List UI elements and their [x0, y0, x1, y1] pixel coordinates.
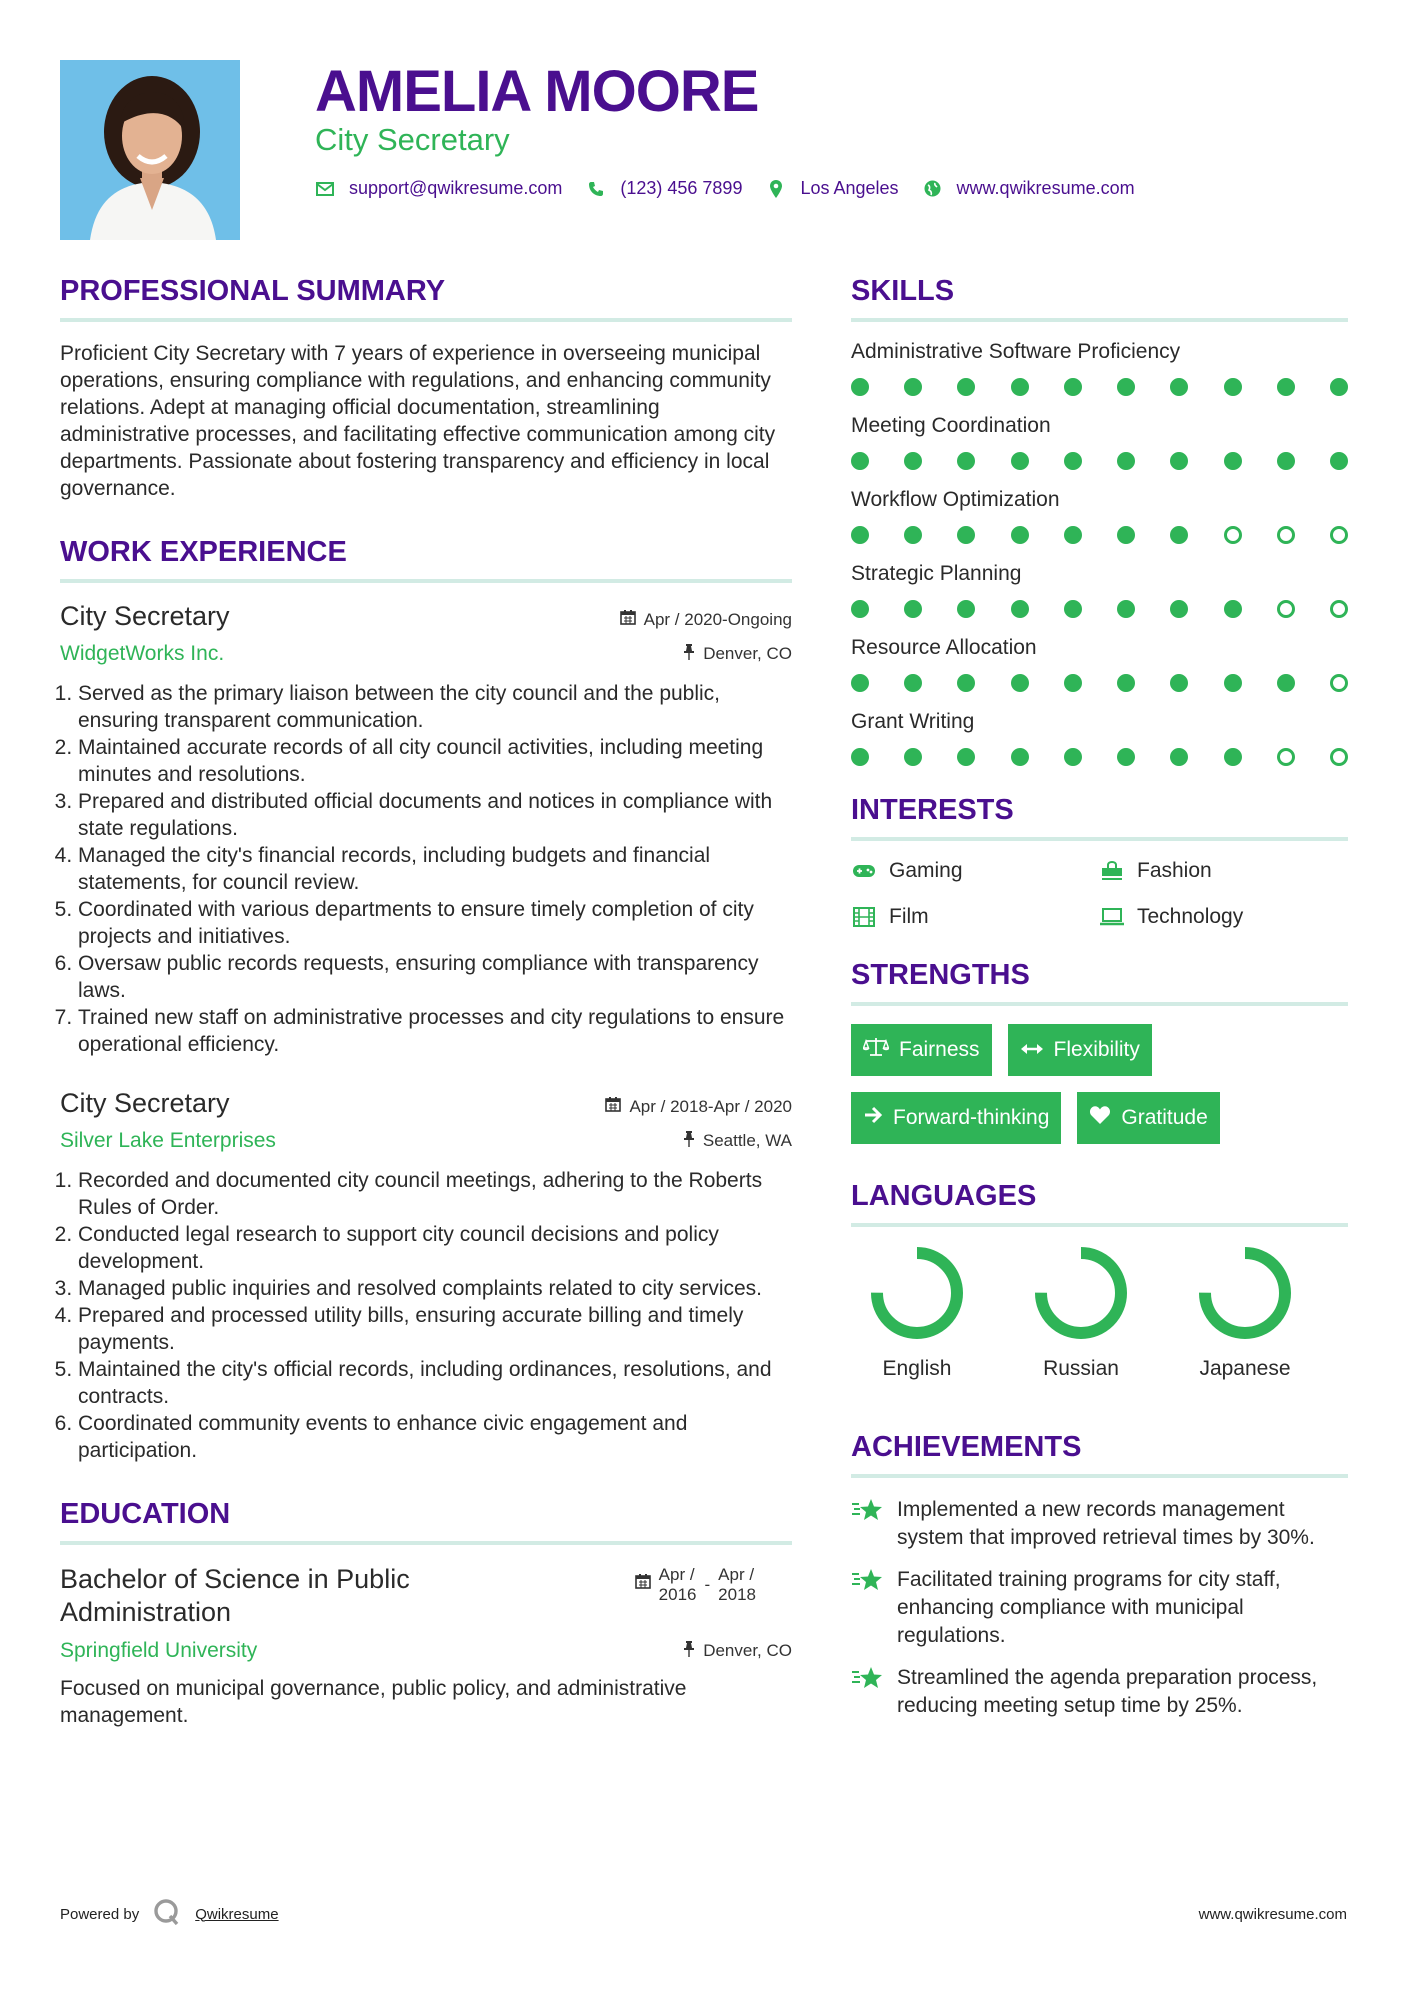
language-name: English — [882, 1357, 952, 1380]
achievement-item — [851, 1566, 1348, 1650]
shopping-bag-icon — [1099, 861, 1125, 881]
interests-section — [851, 794, 1348, 929]
heart-icon — [1089, 1105, 1111, 1131]
start-date-month: Apr / — [658, 1565, 695, 1584]
skill-name: Resource Allocation — [851, 636, 1037, 659]
job-location — [683, 1131, 792, 1152]
skill-row — [851, 488, 1348, 544]
bullet-item: 7. Trained new staff on administrative processes and city regulations to ensure operational efficiency. — [78, 1004, 792, 1058]
school-name: Springfield University — [60, 1639, 258, 1662]
skill-row — [851, 710, 1348, 766]
rating-dot-filled — [904, 748, 922, 766]
achievements-heading: ACHIEVEMENTS — [851, 1431, 1348, 1478]
candidate-name: AMELIA MOORE — [315, 59, 759, 124]
summary-text: Proficient City Secretary with 7 years of experience in overseeing municipal operations, ensuring compliance with regulations, and enhancing community relations. Adept at managing official documentation, streamlining administrative processes, and facilitating effective communication among city departments. Passionate about fostering transparency and efficiency in local governance. — [60, 342, 776, 500]
rating-dot-filled — [904, 674, 922, 692]
summary-heading: PROFESSIONAL SUMMARY — [60, 275, 792, 322]
strength-badge — [1008, 1024, 1152, 1076]
rating-dot-empty — [1330, 600, 1348, 618]
skill-name: Workflow Optimization — [851, 488, 1060, 511]
star-icon — [851, 1496, 883, 1552]
language-level-arc — [1041, 1253, 1121, 1333]
bullet-item: 2. Conducted legal research to support city council decisions and policy development. — [78, 1221, 792, 1275]
experience-section — [60, 536, 792, 1464]
job-entry-date — [605, 1096, 792, 1117]
achievement-item — [851, 1496, 1348, 1552]
rating-dot-filled — [1011, 674, 1029, 692]
contact-bar — [315, 178, 1147, 199]
rating-dot-filled — [1011, 378, 1029, 396]
company-name: Silver Lake Enterprises — [60, 1129, 276, 1152]
rating-dot-filled — [1277, 674, 1295, 692]
rating-dot-filled — [1277, 378, 1295, 396]
strengths-heading: STRENGTHS — [851, 959, 1348, 1006]
language-item — [1187, 1245, 1303, 1381]
rating-dot-filled — [851, 452, 869, 470]
left-column — [60, 275, 792, 1729]
languages-heading: LANGUAGES — [851, 1180, 1348, 1227]
job-bullets — [60, 1167, 792, 1464]
interest-item — [1099, 905, 1347, 929]
bullet-item: 2. Maintained accurate records of all city council activities, including meeting minutes and resolutions. — [78, 734, 792, 788]
bullet-item: 4. Prepared and processed utility bills, ensuring accurate billing and timely payments. — [78, 1302, 792, 1356]
rating-dot-filled — [904, 452, 922, 470]
strength-label: Gratitude — [1121, 1106, 1208, 1129]
skill-rating — [851, 452, 1348, 470]
school-location — [683, 1641, 792, 1662]
job-title: City Secretary — [315, 122, 510, 157]
date-dash: - — [704, 1575, 711, 1594]
rating-dot-filled — [1330, 378, 1348, 396]
strengths-section — [851, 959, 1348, 1144]
rating-dot-filled — [1064, 748, 1082, 766]
rating-dot-filled — [904, 526, 922, 544]
rating-dot-filled — [851, 674, 869, 692]
interest-label: Fashion — [1137, 859, 1212, 882]
rating-dot-filled — [1170, 748, 1188, 766]
rating-dot-filled — [1011, 600, 1029, 618]
rating-dot-filled — [1117, 452, 1135, 470]
job-entry-title: City Secretary — [60, 1088, 230, 1118]
language-item — [859, 1245, 975, 1381]
map-marker-icon — [766, 180, 786, 198]
rating-dot-filled — [1277, 452, 1295, 470]
skill-rating — [851, 748, 1348, 766]
rating-dot-filled — [957, 748, 975, 766]
education-date — [635, 1565, 792, 1605]
language-level-arc — [1205, 1253, 1285, 1333]
start-date — [659, 1565, 697, 1605]
rating-dot-filled — [1224, 674, 1242, 692]
star-icon — [851, 1566, 883, 1650]
achievement-text: Facilitated training programs for city staff, enhancing compliance with municipal regulations. — [897, 1568, 1281, 1647]
bullet-item: 6. Oversaw public records requests, ensuring compliance with transparency laws. — [78, 950, 792, 1004]
bullet-item: 6. Coordinated community events to enhance civic engagement and participation. — [78, 1410, 792, 1464]
bullet-item: 3. Managed public inquiries and resolved complaints related to city services. — [78, 1275, 792, 1302]
languages-section — [851, 1180, 1348, 1381]
rating-dot-empty — [1330, 748, 1348, 766]
strength-label: Flexibility — [1053, 1038, 1140, 1061]
rating-dot-filled — [851, 748, 869, 766]
rating-dot-filled — [1170, 378, 1188, 396]
right-column — [851, 275, 1348, 1734]
rating-dot-filled — [957, 452, 975, 470]
rating-dot-filled — [1170, 526, 1188, 544]
skill-name: Meeting Coordination — [851, 414, 1051, 437]
arrows-h-icon — [1020, 1038, 1044, 1062]
language-level-arc — [877, 1253, 957, 1333]
job-entry-title: City Secretary — [60, 601, 230, 631]
strength-badge — [851, 1024, 992, 1076]
rating-dot-empty — [1330, 526, 1348, 544]
rating-dot-filled — [851, 526, 869, 544]
rating-dot-filled — [1117, 526, 1135, 544]
gamepad-icon — [851, 864, 877, 878]
rating-dot-filled — [1170, 452, 1188, 470]
rating-dot-filled — [1011, 526, 1029, 544]
interest-label: Film — [889, 905, 929, 928]
rating-dot-filled — [957, 526, 975, 544]
rating-dot-filled — [1064, 600, 1082, 618]
end-date-month: Apr / — [718, 1565, 755, 1584]
pin-icon — [683, 644, 695, 665]
contact-location — [766, 178, 898, 199]
rating-dot-filled — [904, 600, 922, 618]
interest-label: Technology — [1137, 905, 1244, 928]
education-description: Focused on municipal governance, public policy, and administrative management. — [60, 1677, 687, 1727]
brand-link[interactable]: Qwikresume — [195, 1905, 279, 1923]
interests-grid — [851, 859, 1348, 929]
rating-dot-filled — [1011, 748, 1029, 766]
phone-text: (123) 456 7899 — [620, 178, 743, 198]
rating-dot-filled — [1064, 378, 1082, 396]
rating-dot-filled — [957, 674, 975, 692]
phone-icon — [586, 181, 606, 197]
rating-dot-empty — [1224, 526, 1242, 544]
strength-badge — [851, 1092, 1061, 1144]
globe-icon — [923, 180, 943, 197]
rating-dot-empty — [1330, 674, 1348, 692]
skill-row — [851, 636, 1348, 692]
language-level-ring — [1033, 1245, 1129, 1341]
rating-dot-filled — [1117, 600, 1135, 618]
bullet-item: 3. Prepared and distributed official documents and notices in compliance with state regulations. — [78, 788, 792, 842]
profile-photo — [60, 60, 240, 240]
calendar-icon — [605, 1096, 621, 1117]
skill-name: Grant Writing — [851, 710, 975, 733]
skills-heading: SKILLS — [851, 275, 1348, 322]
skill-rating — [851, 526, 1348, 544]
achievement-text: Streamlined the agenda preparation process, reducing meeting setup time by 25%. — [897, 1666, 1318, 1717]
date-text: Apr / 2020-Ongoing — [643, 609, 792, 629]
language-level-ring — [1197, 1245, 1293, 1341]
job-entry-date — [620, 609, 792, 630]
rating-dot-filled — [1224, 378, 1242, 396]
summary-section — [60, 275, 792, 502]
rating-dot-filled — [957, 378, 975, 396]
rating-dot-filled — [1064, 526, 1082, 544]
bullet-item: 1. Served as the primary liaison between the city council and the public, ensuring transparent communication. — [78, 680, 792, 734]
rating-dot-filled — [904, 378, 922, 396]
language-name: Russian — [1043, 1357, 1119, 1380]
rating-dot-empty — [1277, 600, 1295, 618]
footer-site[interactable]: www.qwikresume.com — [1198, 1906, 1347, 1923]
location-text: Denver, CO — [703, 644, 792, 663]
rating-dot-filled — [1117, 378, 1135, 396]
location-text: Denver, CO — [703, 1641, 792, 1660]
job-bullets — [60, 680, 792, 1058]
rating-dot-filled — [1117, 674, 1135, 692]
language-level-ring — [869, 1245, 965, 1341]
rating-dot-empty — [1277, 748, 1295, 766]
arrow-right-icon — [863, 1106, 883, 1130]
job-location — [683, 644, 792, 665]
envelope-icon — [315, 182, 335, 196]
skill-rating — [851, 378, 1348, 396]
achievement-text: Implemented a new records management system that improved retrieval times by 30%. — [897, 1498, 1315, 1549]
skill-row — [851, 562, 1348, 618]
powered-by-text: Powered by — [60, 1905, 140, 1923]
skill-name: Strategic Planning — [851, 562, 1022, 585]
skill-rating — [851, 600, 1348, 618]
rating-dot-filled — [1224, 748, 1242, 766]
skills-list — [851, 340, 1348, 766]
experience-heading: WORK EXPERIENCE — [60, 536, 792, 583]
interest-item — [1099, 859, 1347, 883]
rating-dot-filled — [1224, 600, 1242, 618]
education-section — [60, 1498, 792, 1729]
end-date-year: 2018 — [718, 1585, 756, 1604]
qwikresume-logo-icon — [153, 1898, 181, 1930]
interests-heading: INTERESTS — [851, 794, 1348, 841]
star-icon — [851, 1664, 883, 1720]
skills-section — [851, 275, 1348, 766]
skill-row — [851, 340, 1348, 396]
bullet-item: 1. Recorded and documented city council meetings, adhering to the Roberts Rules of Order. — [78, 1167, 792, 1221]
strength-badge — [1077, 1092, 1219, 1144]
location-text: Los Angeles — [800, 178, 899, 198]
bullet-item: 5. Maintained the city's official records, including ordinances, resolutions, and contracts. — [78, 1356, 792, 1410]
degree-title: Bachelor of Science in Public Administration — [60, 1564, 410, 1627]
rating-dot-filled — [1224, 452, 1242, 470]
interest-label: Gaming — [889, 859, 963, 882]
interest-item — [851, 905, 1099, 929]
contact-email[interactable] — [315, 178, 562, 199]
company-name: WidgetWorks Inc. — [60, 642, 225, 665]
rating-dot-empty — [1277, 526, 1295, 544]
rating-dot-filled — [1170, 674, 1188, 692]
achievement-item — [851, 1664, 1348, 1720]
education-heading: EDUCATION — [60, 1498, 792, 1545]
balance-scale-icon — [863, 1037, 889, 1063]
languages-list — [851, 1245, 1348, 1381]
skill-name: Administrative Software Proficiency — [851, 340, 1181, 363]
achievements-section — [851, 1431, 1348, 1720]
rating-dot-filled — [1011, 452, 1029, 470]
pin-icon — [683, 1641, 695, 1662]
film-icon — [851, 907, 877, 927]
footer-powered-by — [60, 1898, 279, 1930]
location-text: Seattle, WA — [702, 1131, 792, 1150]
calendar-icon — [620, 609, 636, 630]
date-text: Apr / 2018-Apr / 2020 — [629, 1096, 792, 1116]
rating-dot-filled — [1064, 674, 1082, 692]
language-name: Japanese — [1199, 1357, 1291, 1380]
rating-dot-filled — [957, 600, 975, 618]
rating-dot-filled — [1170, 600, 1188, 618]
strength-badges — [851, 1024, 1348, 1144]
job-entry — [60, 601, 792, 1058]
rating-dot-filled — [1117, 748, 1135, 766]
contact-website[interactable] — [923, 178, 1135, 199]
language-item — [1023, 1245, 1139, 1381]
skill-row — [851, 414, 1348, 470]
laptop-icon — [1099, 908, 1125, 926]
bullet-item: 5. Coordinated with various departments to ensure timely completion of city projects and initiatives. — [78, 896, 792, 950]
website-text: www.qwikresume.com — [956, 178, 1135, 198]
start-date-year: 2016 — [658, 1585, 697, 1604]
skill-rating — [851, 674, 1348, 692]
interest-item — [851, 859, 1099, 883]
contact-phone[interactable] — [586, 178, 742, 199]
calendar-icon — [635, 1573, 651, 1594]
rating-dot-filled — [1064, 452, 1082, 470]
pin-icon — [683, 1131, 695, 1152]
rating-dot-filled — [851, 378, 869, 396]
strength-label: Forward-thinking — [893, 1106, 1050, 1129]
email-text: support@qwikresume.com — [349, 178, 563, 198]
rating-dot-filled — [1330, 452, 1348, 470]
end-date — [718, 1565, 756, 1605]
job-entry — [60, 1088, 792, 1464]
rating-dot-filled — [851, 600, 869, 618]
strength-label: Fairness — [899, 1038, 980, 1061]
bullet-item: 4. Managed the city's financial records, including budgets and financial statements, for council review. — [78, 842, 792, 896]
